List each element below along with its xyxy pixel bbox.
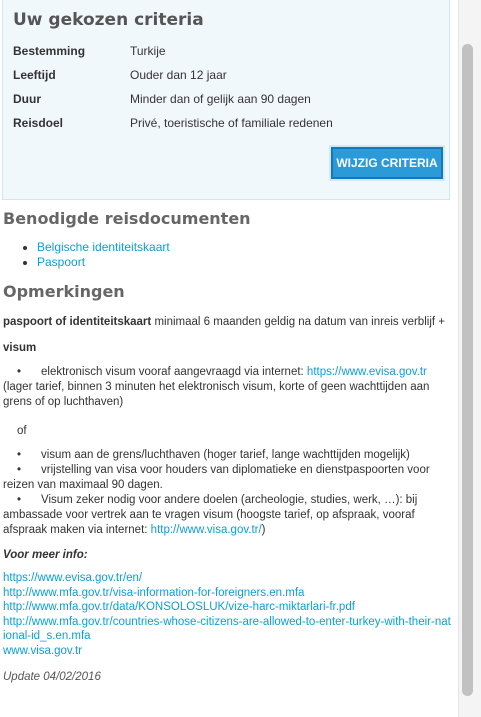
criteria-key: Reisdoel <box>13 116 64 130</box>
info-link-mfa-fees[interactable]: http://www.mfa.gov.tr/data/KONSOLOSLUK/vize-harc-miktarlari-fr.pdf <box>3 601 355 613</box>
other-purposes-close: ) <box>261 524 266 536</box>
bullet-icon: • <box>17 366 22 378</box>
update-date: Update 04/02/2016 <box>3 671 101 683</box>
more-info-links <box>3 571 453 658</box>
info-link-visa-gov[interactable]: www.visa.gov.tr <box>3 644 83 657</box>
info-link-mfa-countries[interactable]: http://www.mfa.gov.tr/countries-whose-citizens-are-allowed-to-enter-turkey-with-their-national-id_s.en.mfa <box>3 615 451 642</box>
criteria-value: Privé, toeristische of familiale redenen <box>130 116 333 130</box>
documents-list <box>20 240 170 270</box>
bullet-icon: • <box>17 464 22 476</box>
list-item <box>37 255 170 270</box>
passport-bold: paspoort of identiteitskaart <box>3 316 152 328</box>
passport-requirement <box>3 315 458 330</box>
info-link-mfa-visa[interactable]: http://www.mfa.gov.tr/visa-information-for-foreigners.en.mfa <box>3 586 305 599</box>
criteria-key: Duur <box>13 92 41 106</box>
exemption-text: vrijstelling van visa voor houders van diplomatieke en dienstpaspoorten voor reizen van maximaal 90 dagen. <box>3 464 430 491</box>
criteria-key: Leeftijd <box>13 68 56 82</box>
passport-rest: minimaal 6 maanden geldig na datum van inreis verblijf + <box>151 316 445 328</box>
other-purposes-text: Visum zeker nodig voor andere doelen (archeologie, studies, werk, …): bij ambassade voor vertrek aan te vragen visum (hoogste tarief, op afspraak, vooraf afspraak maken via internet: <box>3 494 418 536</box>
bullet-icon: • <box>17 449 22 461</box>
other-purposes-bullet <box>3 493 451 538</box>
document-link-id-card[interactable]: Belgische identiteitskaart <box>37 240 170 254</box>
evisa-text: elektronisch visum vooraf aangevraagd via internet: <box>41 366 307 378</box>
criteria-panel <box>2 0 450 200</box>
list-item <box>37 240 170 255</box>
scrollbar-thumb[interactable] <box>462 44 473 696</box>
edit-criteria-button[interactable]: WIJZIG CRITERIA <box>331 147 443 179</box>
criteria-value: Ouder dan 12 jaar <box>130 68 227 82</box>
evisa-bullet <box>3 365 451 410</box>
document-link-passport[interactable]: Paspoort <box>37 255 86 269</box>
border-visa-text: visum aan de grens/luchthaven (hoger tarief, lange wachttijden mogelijk) <box>41 449 410 461</box>
remarks-title: Opmerkingen <box>3 282 125 301</box>
criteria-value: Turkije <box>130 44 166 58</box>
visa-gov-link[interactable]: http://www.visa.gov.tr/ <box>150 524 262 536</box>
evisa-text-after: (lager tarief, binnen 3 minuten het elektronisch visum, korte of geen wachttijden aan grens of op luchthaven) <box>3 381 430 408</box>
criteria-key: Bestemming <box>13 44 86 58</box>
more-info-label: Voor meer info: <box>3 549 88 561</box>
criteria-title: Uw gekozen criteria <box>13 10 204 30</box>
exemption-bullet <box>3 463 451 493</box>
bullet-icon: • <box>17 494 22 506</box>
border-visa-bullet <box>3 448 451 463</box>
documents-title: Benodigde reisdocumenten <box>3 209 251 228</box>
visum-label: visum <box>3 342 37 354</box>
criteria-value: Minder dan of gelijk aan 90 dagen <box>130 92 311 106</box>
evisa-link[interactable]: https://www.evisa.gov.tr <box>306 366 427 378</box>
info-link-evisa[interactable]: https://www.evisa.gov.tr/en/ <box>3 572 143 584</box>
of-label: of <box>17 425 27 437</box>
